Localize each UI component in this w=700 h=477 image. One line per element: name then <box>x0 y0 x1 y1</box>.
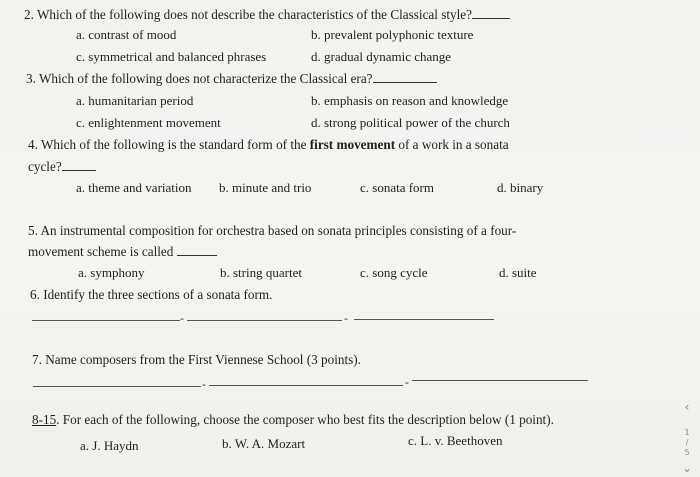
answer-line-q7-1[interactable] <box>33 386 201 387</box>
q4-option-d: d. binary <box>497 180 544 195</box>
question-5-line1: 5. An instrumental composition for orchestra based on sonata principles consisting of a four- <box>28 223 517 238</box>
question-3 <box>26 71 437 87</box>
q3-option-a: a. humanitarian period <box>76 93 194 108</box>
question-5-line2 <box>28 244 217 260</box>
separator-dash: - <box>344 311 348 325</box>
page-indicator-separator: / <box>685 438 689 447</box>
q4-option-a: a. theme and variation <box>76 180 192 195</box>
q3-option-c: c. enlightenment movement <box>76 115 221 130</box>
answer-line-q7-3[interactable] <box>412 380 588 381</box>
question-8-15 <box>32 412 554 428</box>
separator-dash: - <box>180 311 184 325</box>
q3-option-b: b. emphasis on reason and knowledge <box>311 93 509 108</box>
question-2 <box>24 7 510 23</box>
q3-option-d: d. strong political power of the church <box>311 115 510 130</box>
composer-option-a: a. J. Haydn <box>80 438 139 453</box>
answer-blank-q3[interactable] <box>373 71 437 83</box>
question-4-line2 <box>28 159 96 175</box>
question-8-15-text: . For each of the following, choose the composer who best fits the description below (1 point). <box>56 412 554 427</box>
answer-blank-q4[interactable] <box>62 159 96 171</box>
q5-option-c: c. song cycle <box>360 265 428 280</box>
question-4-text-line2: cycle? <box>28 159 62 174</box>
page-indicator-current: 1 <box>684 428 690 437</box>
page-indicator-total: 5 <box>684 448 690 457</box>
q2-option-d: d. gradual dynamic change <box>311 49 452 64</box>
q5-option-d: d. suite <box>499 265 537 280</box>
question-5-text-line2: movement scheme is called <box>28 244 174 259</box>
separator-dash: - <box>202 377 206 391</box>
question-4-text-before: 4. Which of the following is the standard form of the <box>28 137 310 152</box>
question-4 <box>28 137 509 153</box>
question-4-text-after: of a work in a sonata <box>395 137 509 152</box>
q5-option-a: a. symphony <box>78 265 145 280</box>
answer-line-q7-2[interactable] <box>209 385 403 386</box>
question-2-text: 2. Which of the following does not describe the characteristics of the Classical style? <box>24 7 472 22</box>
question-4-text-bold: first movement <box>309 137 396 152</box>
q4-option-c: c. sonata form <box>360 180 435 195</box>
question-6-text: 6. Identify the three sections of a sonata form. <box>30 287 273 302</box>
composer-option-c: c. L. v. Beethoven <box>408 433 503 448</box>
answer-blank-q2[interactable] <box>472 7 510 19</box>
answer-line-q6-1[interactable] <box>32 320 180 321</box>
q2-option-c: c. symmetrical and balanced phrases <box>76 49 267 64</box>
q2-option-a: a. contrast of mood <box>76 27 177 42</box>
question-7-text: 7. Name composers from the First Viennese School (3 points). <box>32 352 361 367</box>
question-3-text: 3. Which of the following does not characterize the Classical era? <box>26 71 373 86</box>
q4-option-b: b. minute and trio <box>219 180 312 195</box>
separator-dash: - <box>405 375 409 389</box>
chevron-down-icon[interactable]: ⌄ <box>681 461 693 475</box>
composer-option-b: b. W. A. Mozart <box>222 436 306 451</box>
chevron-up-icon[interactable]: ‹ <box>684 400 690 414</box>
answer-line-q6-2[interactable] <box>187 320 342 321</box>
q5-option-b: b. string quartet <box>220 265 302 280</box>
answer-line-q6-3[interactable] <box>354 319 494 320</box>
answer-blank-q5[interactable] <box>177 244 217 256</box>
q2-option-b: b. prevalent polyphonic texture <box>311 27 474 42</box>
question-range: 8-15 <box>32 412 57 427</box>
